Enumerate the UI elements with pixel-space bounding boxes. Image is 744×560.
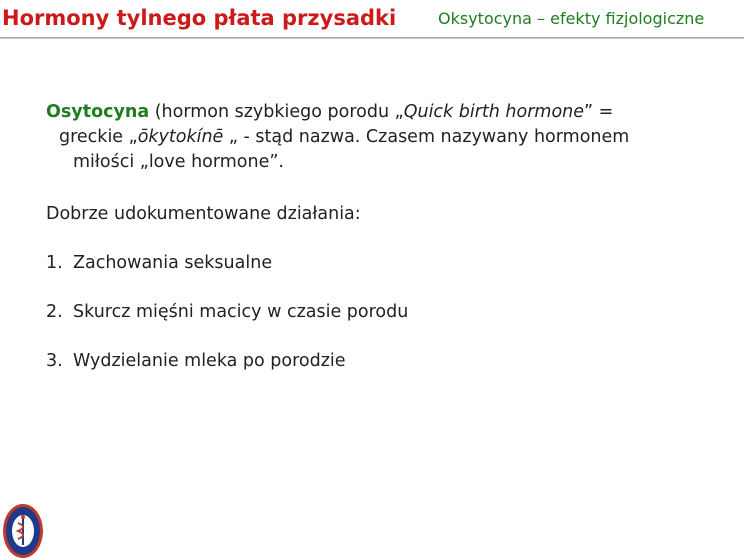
list-item xyxy=(46,251,706,276)
university-seal-svg xyxy=(2,503,44,559)
intro-text-5: miłości „love hormone”. xyxy=(73,152,284,172)
slide-subtitle: Oksytocyna – efekty fizjologiczne xyxy=(438,9,705,28)
effects-list xyxy=(46,251,706,374)
slide-title: Hormony tylnego płata przysadki xyxy=(2,6,397,30)
university-seal-icon xyxy=(2,503,44,559)
intro-paragraph xyxy=(46,100,706,175)
intro-text-1: (hormon szybkiego porodu „ xyxy=(149,102,404,122)
list-item-text: Wydzielanie mleka po porodzie xyxy=(73,351,346,371)
intro-line-1 xyxy=(46,102,613,122)
header-divider xyxy=(0,37,744,39)
list-item xyxy=(46,349,706,374)
list-item-number: 3. xyxy=(46,351,63,371)
term-oxytocin: Osytocyna xyxy=(46,102,150,122)
intro-text-3: greckie „ xyxy=(59,127,138,147)
list-item-text: Skurcz mięśni macicy w czasie porodu xyxy=(73,302,409,322)
greek-term: ōkytokínē xyxy=(137,127,224,147)
list-item-text: Zachowania seksualne xyxy=(73,253,273,273)
list-item-number: 2. xyxy=(46,302,63,322)
quick-birth-text: Quick birth hormone xyxy=(403,102,585,122)
slide-header xyxy=(0,0,744,38)
list-item-number: 1. xyxy=(46,253,63,273)
slide-content xyxy=(46,100,706,374)
list-item xyxy=(46,300,706,325)
intro-text-2: ” = xyxy=(584,102,614,122)
intro-line-3 xyxy=(46,150,706,175)
intro-line-2 xyxy=(46,125,706,150)
seal-top xyxy=(21,515,25,519)
effects-heading: Dobrze udokumentowane działania: xyxy=(46,204,361,224)
intro-text-4: „ - stąd nazwa. Czasem nazywany hormonem xyxy=(223,127,630,147)
